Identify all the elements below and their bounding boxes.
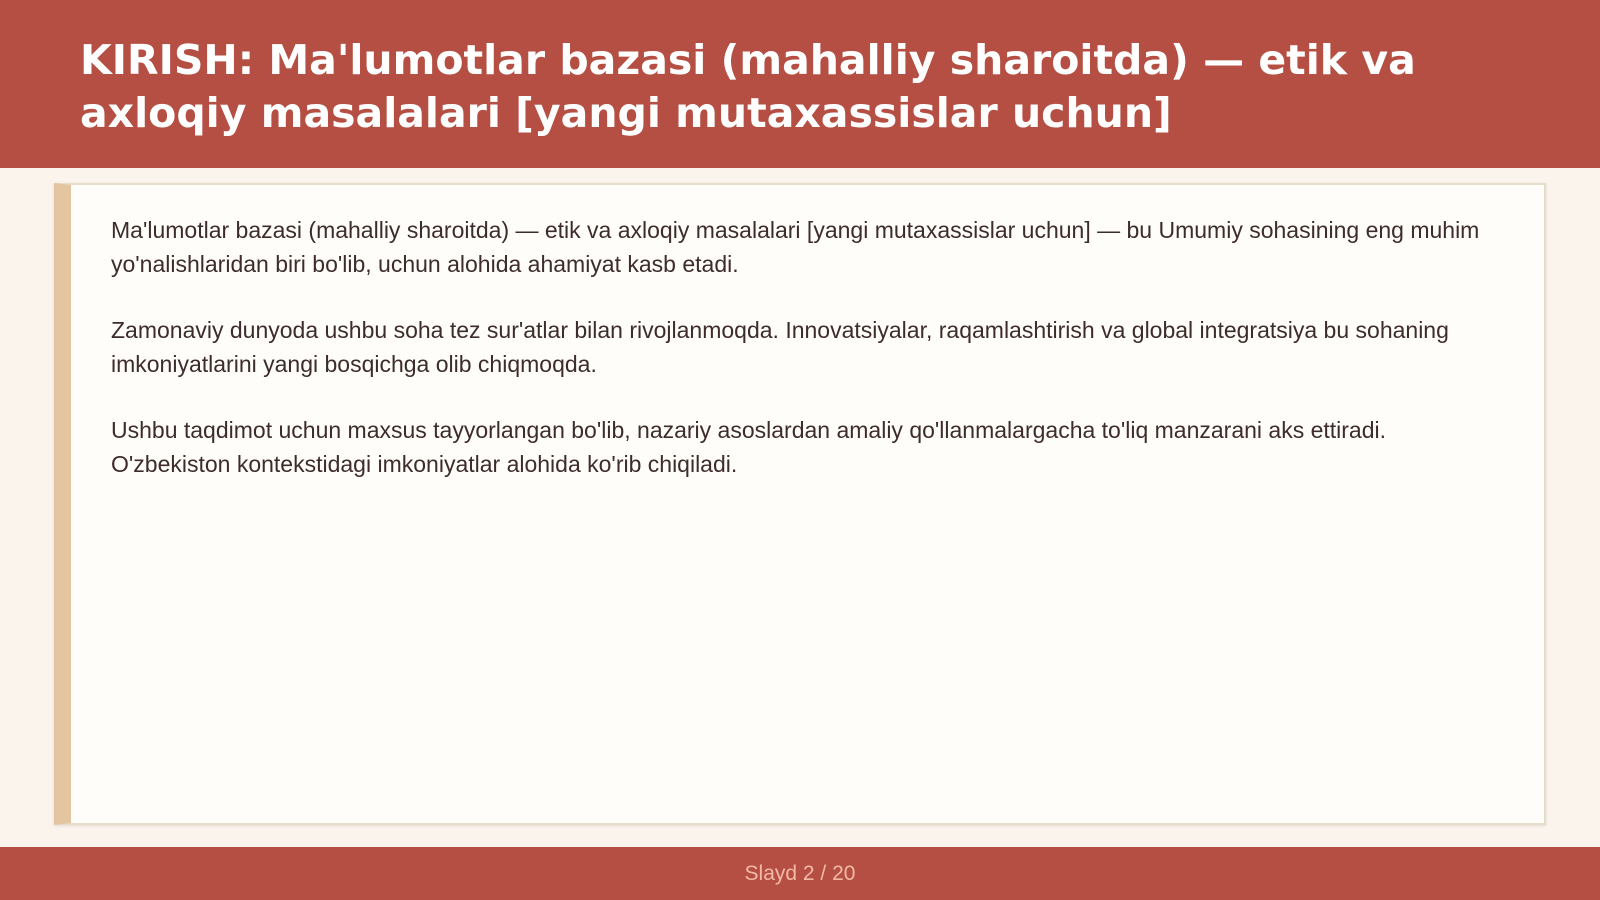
paragraph-intro: Ma'lumotlar bazasi (mahalliy sharoitda) — etik va axloqiy masalalari [yangi mutaxassislar uchun] — bu Umumiy sohasining eng muhim yo'nalishlaridan biri bo'lib, uchun alohida ahamiyat kasb etadi.: [111, 217, 1480, 277]
content-card: [54, 183, 1546, 825]
slide-footer: [0, 847, 1600, 900]
slide-counter: Slayd 2 / 20: [744, 862, 856, 885]
slide-title: KIRISH: Ma'lumotlar bazasi (mahalliy sharoitda) — etik va axloqiy masalalari [yangi mutaxassislar uchun]: [80, 36, 1416, 137]
paragraph-modern-world: Zamonaviy dunyoda ushbu soha tez sur'atlar bilan rivojlanmoqda. Innovatsiyalar, raqamlashtirish va global integratsiya bu sohaning imkoniyatlarini yangi bosqichga olib chiqmoqda.: [111, 317, 1449, 377]
content-body: [111, 213, 1491, 513]
paragraph-presentation: Ushbu taqdimot uchun maxsus tayyorlangan bo'lib, nazariy asoslardan amaliy qo'llanmalargacha to'liq manzarani aks ettiradi. O'zbekiston kontekstidagi imkoniyatlar alohida ko'rib chiqiladi.: [111, 417, 1387, 477]
slide-header: [0, 0, 1600, 168]
